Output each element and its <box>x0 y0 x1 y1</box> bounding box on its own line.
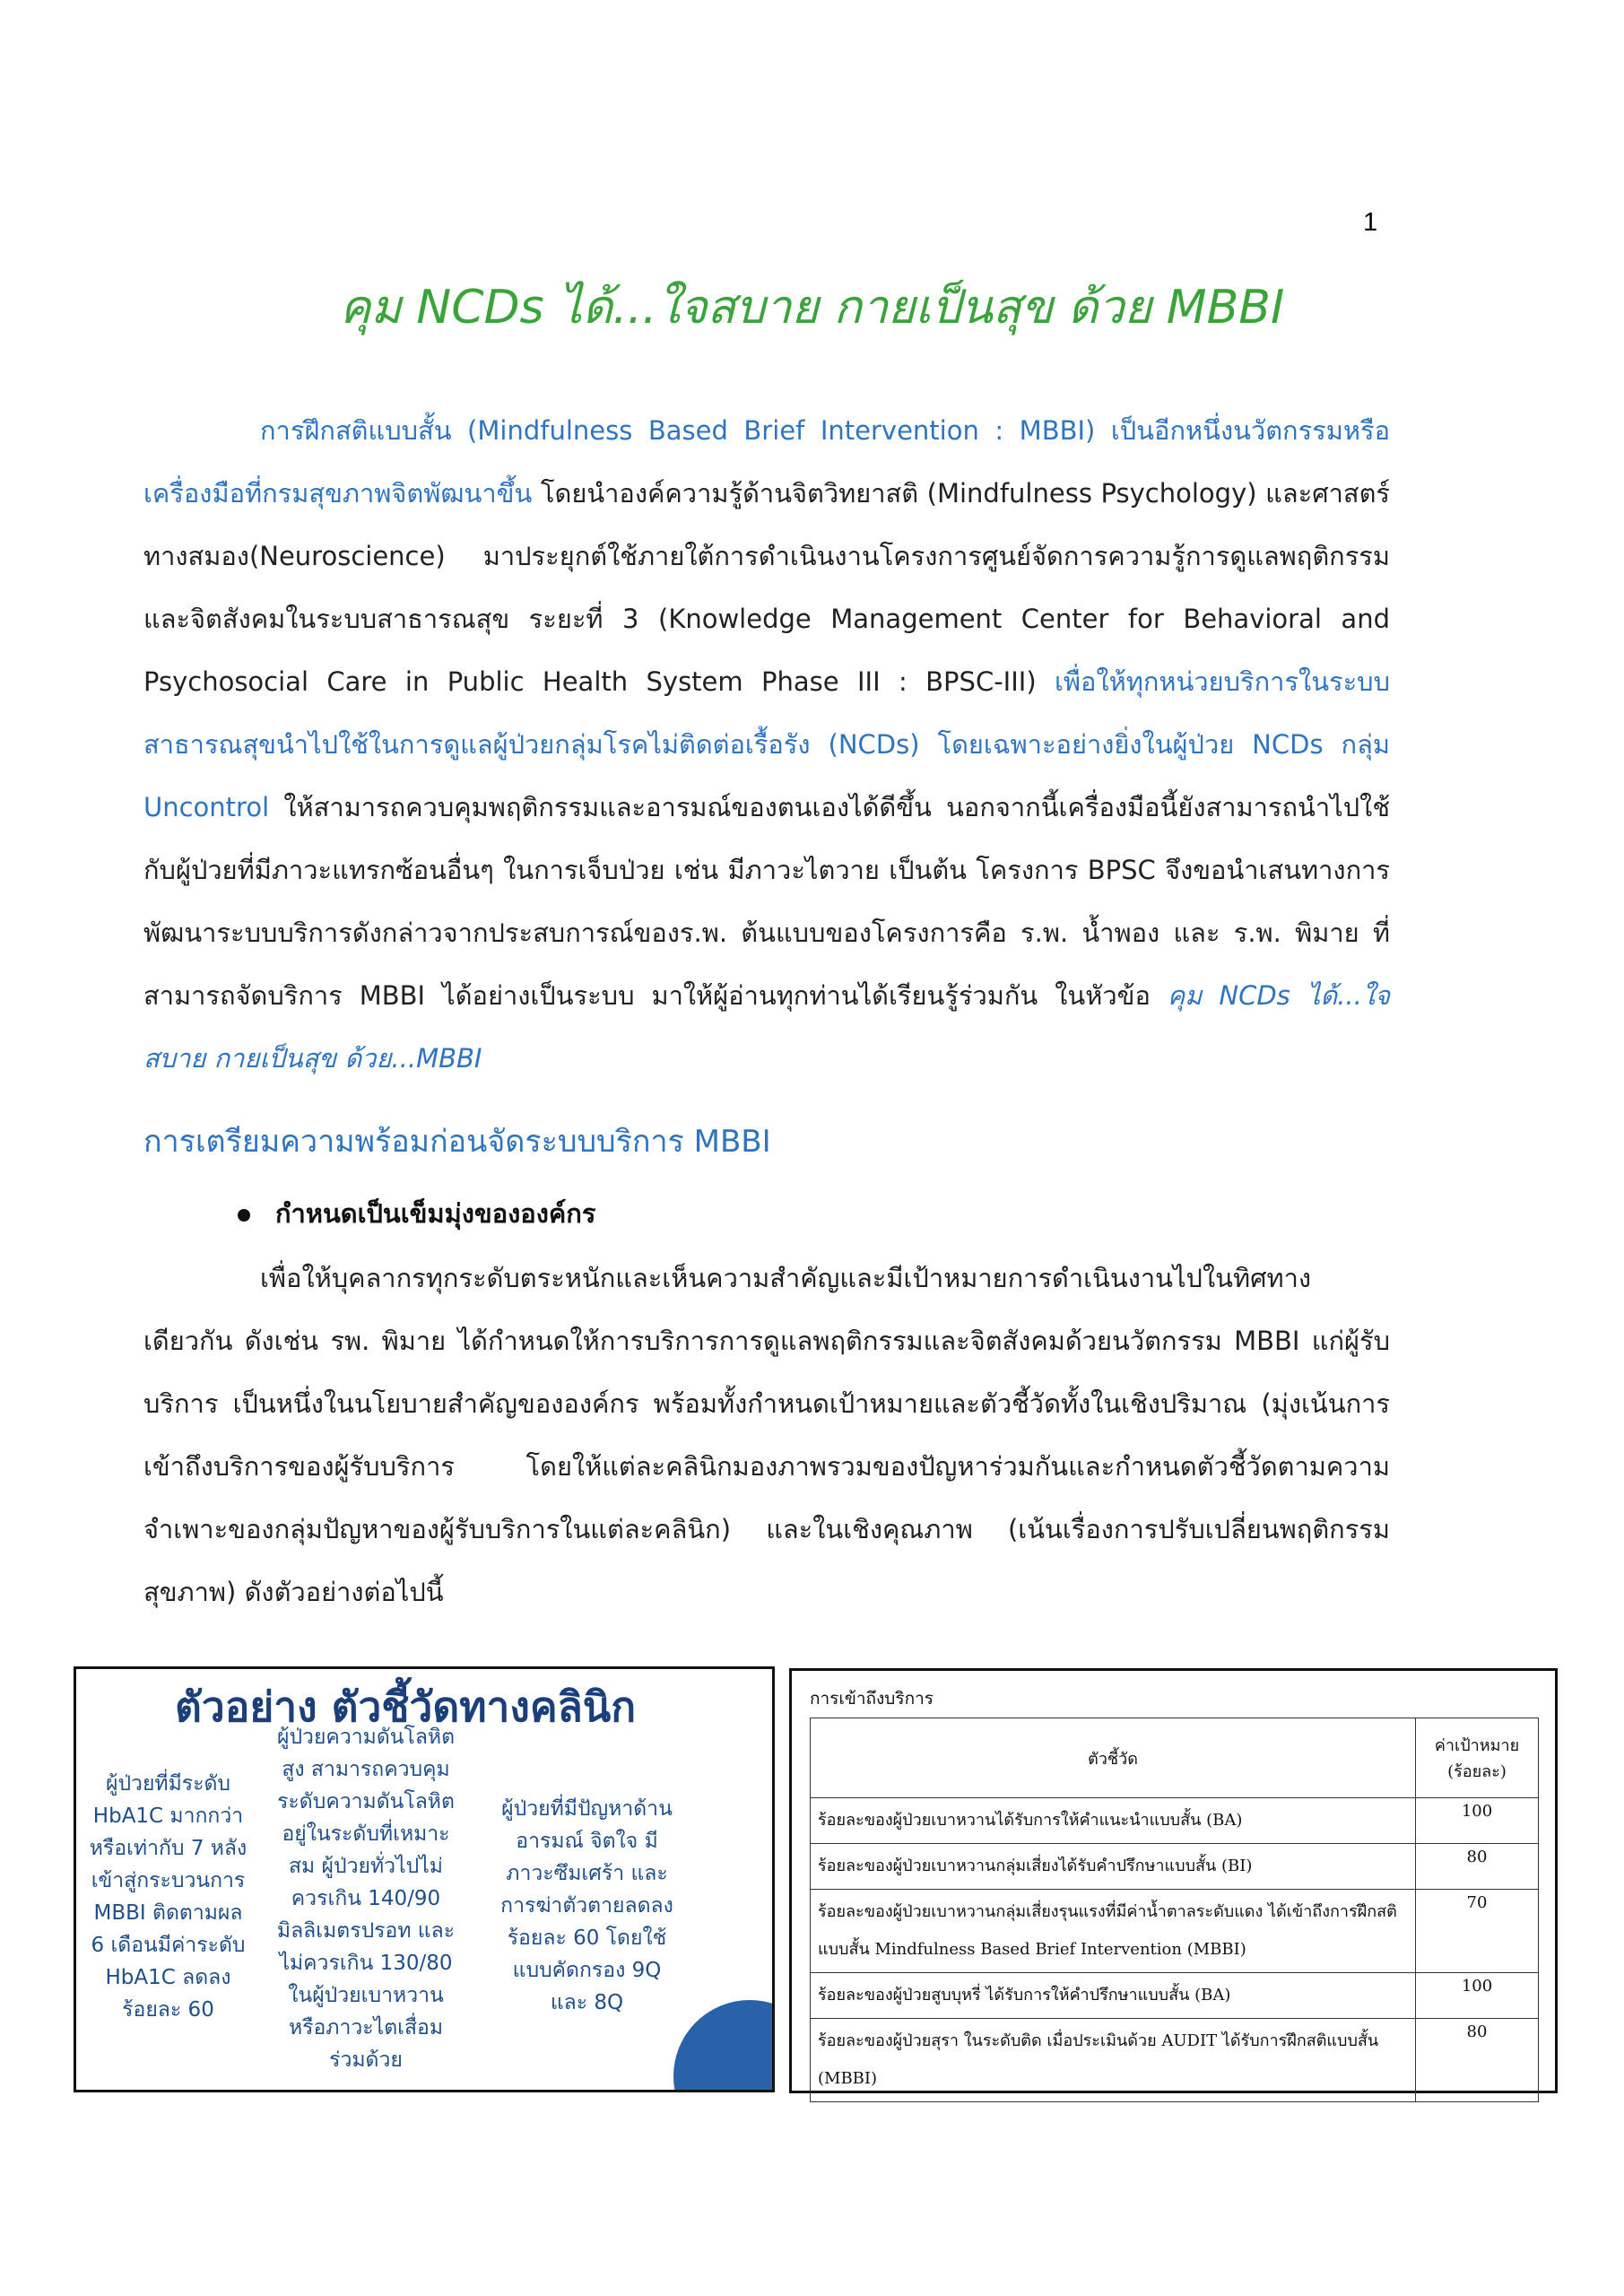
intro-lead-highlight: การฝึกสติแบบสั้น (Mindfulness Based Brief Intervention : MBBI) เป็นอีกหนึ่งนวัตกรรมหรือเครื่องมือที่กรมสุขภาพจิตพัฒนาขึ้น <box>143 415 1390 509</box>
intro-topic-italic: คุม NCDs ได้...ใจสบาย กายเป็นสุข ด้วย...MBBI <box>143 980 1390 1074</box>
header-indicator: ตัวชี้วัด <box>811 1718 1416 1798</box>
service-access-table <box>810 1718 1539 2102</box>
row-target: 100 <box>1416 1973 1539 2019</box>
row-indicator: ร้อยละของผู้ป่วยเบาหวานกลุ่มเสี่ยงได้รับคำปรึกษาแบบสั้น (BI) <box>811 1844 1416 1890</box>
intro-paragraph <box>143 399 1390 1090</box>
table-row <box>811 2019 1539 2102</box>
document-title: คุม NCDs ได้...ใจสบาย กายเป็นสุข ด้วย MBBI <box>339 281 1285 335</box>
intro-purpose-highlight: เพื่อให้ทุกหน่วยบริการในระบบสาธารณสุขนำไปใช้ในการดูแลผู้ป่วยกลุ่มโรคไม่ติดต่อเรื้อรัง (NCDs) โดยเฉพาะอย่างยิ่งในผู้ป่วย NCDs กลุ่ม Uncontrol <box>143 666 1390 822</box>
row-target: 80 <box>1416 1844 1539 1890</box>
row-target: 70 <box>1416 1890 1539 1973</box>
row-target: 80 <box>1416 2019 1539 2102</box>
table-row <box>811 1973 1539 2019</box>
service-access-box <box>789 1668 1558 2093</box>
table-row <box>811 1798 1539 1844</box>
row-indicator: ร้อยละของผู้ป่วยสุรา ในระดับติด เมื่อประเมินด้วย AUDIT ได้รับการฝึกสติแบบสั้น (MBBI) <box>811 2019 1416 2102</box>
row-indicator: ร้อยละของผู้ป่วยเบาหวานกลุ่มเสี่ยงรุนแรงที่มีค่าน้ำตาลระดับแดง ได้เข้าถึงการฝึกสติแบบสั้น Mindfulness Based Brief Intervention (MBBI) <box>811 1890 1416 1973</box>
bullet-dot-icon <box>238 1209 250 1222</box>
table-header-row <box>811 1718 1539 1798</box>
indicator-mental-health: ผู้ป่วยที่มีปัญหาด้าน อารมณ์ จิตใจ มี ภาวะซึมเศร้า และ การฆ่าตัวตายลดลง ร้อยละ 60 โดยใช้ แบบคัดกรอง 9Q และ 8Q <box>500 1797 673 2014</box>
vision-paragraph: เพื่อให้บุคลากรทุกระดับตระหนักและเห็นความสำคัญและมีเป้าหมายการดำเนินงานไปในทิศทางเดียวกัน ดังเช่น รพ. พิมาย ได้กำหนดให้การบริการการดูแลพฤติกรรมและจิตสังคมด้วยนวัตกรรม MBBI แก่ผู้รับบริการ เป็นหนึ่งในนโยบายสำคัญขององค์กร พร้อมทั้งกำหนดเป้าหมายและตัวชี้วัดทั้งในเชิงปริมาณ (มุ่งเน้นการเข้าถึงบริการของผู้รับบริการ โดยให้แต่ละคลินิกมองภาพรวมของปัญหาร่วมกันและกำหนดตัวชี้วัดตามความจำเพาะของกลุ่มปัญหาของผู้รับบริการในแต่ละคลินิก) และในเชิงคุณภาพ (เน้นเรื่องการปรับเปลี่ยนพฤติกรรมสุขภาพ) ดังตัวอย่างต่อไปนี้ <box>143 1263 1390 1607</box>
intro-tail-text: ให้สามารถควบคุมพฤติกรรมและอารมณ์ของตนเองได้ดีขึ้น นอกจากนี้เครื่องมือนี้ยังสามารถนำไปใช้กับผู้ป่วยที่มีภาวะแทรกซ้อนอื่นๆ ในการเจ็บป่วย เช่น มีภาวะไตวาย เป็นต้น โครงการ BPSC จึงขอนำเสนทางการพัฒนาระบบบริการดังกล่าวจากประสบการณ์ของร.พ. ต้นแบบของโครงการคือ ร.พ. น้ำพอง และ ร.พ. พิมาย ที่สามารถจัดบริการ MBBI ได้อย่างเป็นระบบ มาให้ผู้อ่านทุกท่านได้เรียนรู้ร่วมกัน ในหัวข้อ <box>143 792 1390 1011</box>
header-target: ค่าเป้าหมาย (ร้อยละ) <box>1416 1718 1539 1798</box>
row-target: 100 <box>1416 1798 1539 1844</box>
page-number: 1 <box>1363 208 1378 237</box>
table-row <box>811 1844 1539 1890</box>
bullet-heading: กำหนดเป็นเข็มมุ่งขององค์กร <box>275 1198 596 1229</box>
service-access-caption: การเข้าถึงบริการ <box>810 1689 934 1709</box>
row-indicator: ร้อยละของผู้ป่วยเบาหวานได้รับการให้คำแนะนำแบบสั้น (BA) <box>811 1798 1416 1844</box>
clinical-indicator-card <box>74 1666 775 2092</box>
table-row <box>811 1890 1539 1973</box>
intro-middle-text: โดยนำองค์ความรู้ด้านจิตวิทยาสติ (Mindfulness Psychology) และศาสตร์ทางสมอง(Neuroscience) มาประยุกต์ใช้ภายใต้การดำเนินงานโครงการศูนย์จัดการความรู้การดูแลพฤติกรรมและจิตสังคมในระบบสาธารณสุข ระยะที่ 3 (Knowledge Management Center for Behavioral and Psychosocial Care in Public Health System Phase III : BPSC-III) <box>143 478 1390 697</box>
indicator-hba1c: ผู้ป่วยที่มีระดับ HbA1C มากกว่า หรือเท่ากับ 7 หลัง เข้าสู่กระบวนการ MBBI ติดตามผล 6 เดือนมีค่าระดับ HbA1C ลดลง ร้อยละ 60 <box>89 1772 248 2022</box>
indicator-blood-pressure: ผู้ป่วยความดันโลหิต สูง สามารถควบคุม ระดับความดันโลหิต อยู่ในระดับที่เหมาะ สม ผู้ป่วยทั่วไปไม่ ควรเกิน 140/90 มิลลิเมตรปรอท และ ไม่ควรเกิน 130/80 ในผู้ป่วยเบาหวาน หรือภาวะไตเสื่อม ร่วมด้วย <box>276 1726 456 2072</box>
card-title: ตัวอย่าง ตัวชี้วัดทางคลินิก <box>175 1683 637 1731</box>
section-heading: การเตรียมความพร้อมก่อนจัดระบบบริการ MBBI <box>143 1124 771 1160</box>
bullet-item <box>238 1193 595 1234</box>
row-indicator: ร้อยละของผู้ป่วยสูบบุหรี่ ได้รับการให้คำปรึกษาแบบสั้น (BA) <box>811 1973 1416 2019</box>
